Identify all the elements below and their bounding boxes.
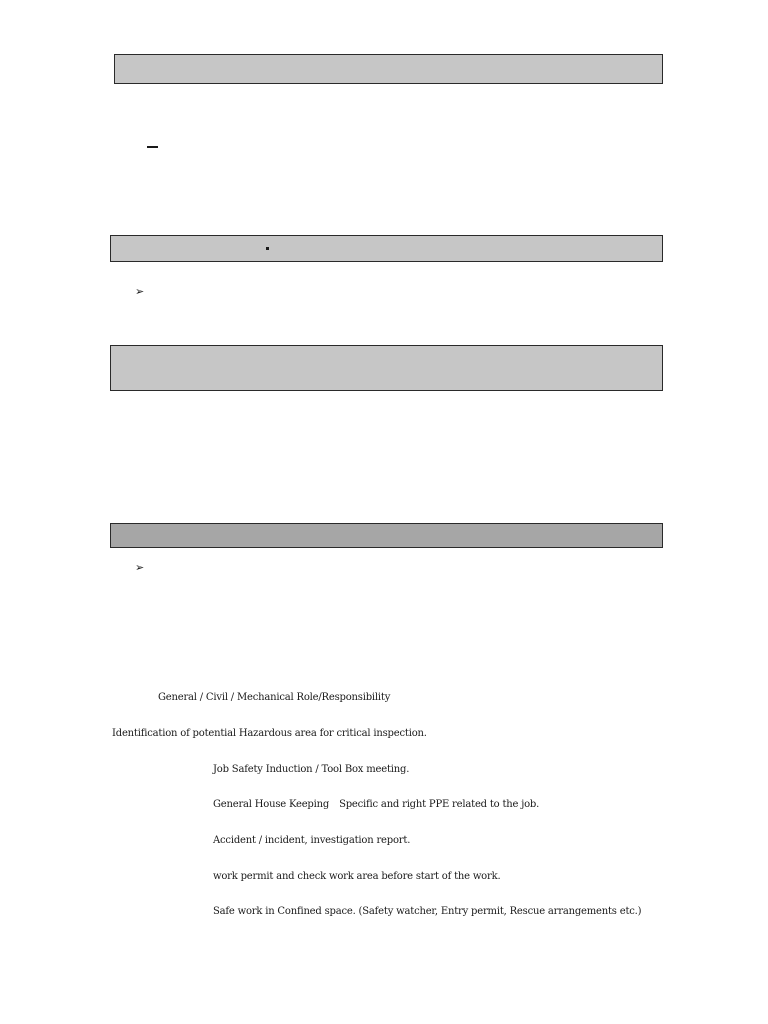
section-header-bar-4 xyxy=(110,523,663,548)
section-header-bar-2 xyxy=(110,235,663,262)
dot-mark xyxy=(266,247,269,250)
job-safety-induction-text: Job Safety Induction / Tool Box meeting. xyxy=(213,764,410,775)
role-responsibility-heading: General / Civil / Mechanical Role/Responsibility xyxy=(158,692,391,703)
section-header-bar-3 xyxy=(110,345,663,391)
house-keeping-line xyxy=(213,798,539,811)
section-header-bar-1 xyxy=(114,54,663,84)
ppe-text: Specific and right PPE related to the job. xyxy=(339,799,540,810)
confined-space-text: Safe work in Confined space. (Safety watcher, Entry permit, Rescue arrangements etc.) xyxy=(213,906,642,917)
house-keeping-text: General House Keeping xyxy=(213,799,330,810)
arrow-bullet-icon: ➢ xyxy=(135,561,145,574)
accident-report-text: Accident / incident, investigation report. xyxy=(213,835,411,846)
hazard-identification-text: Identification of potential Hazardous area for critical inspection. xyxy=(112,728,427,739)
work-permit-text: work permit and check work area before start of the work. xyxy=(213,871,501,882)
arrow-bullet-icon: ➢ xyxy=(135,285,145,298)
dash-mark xyxy=(147,146,158,148)
